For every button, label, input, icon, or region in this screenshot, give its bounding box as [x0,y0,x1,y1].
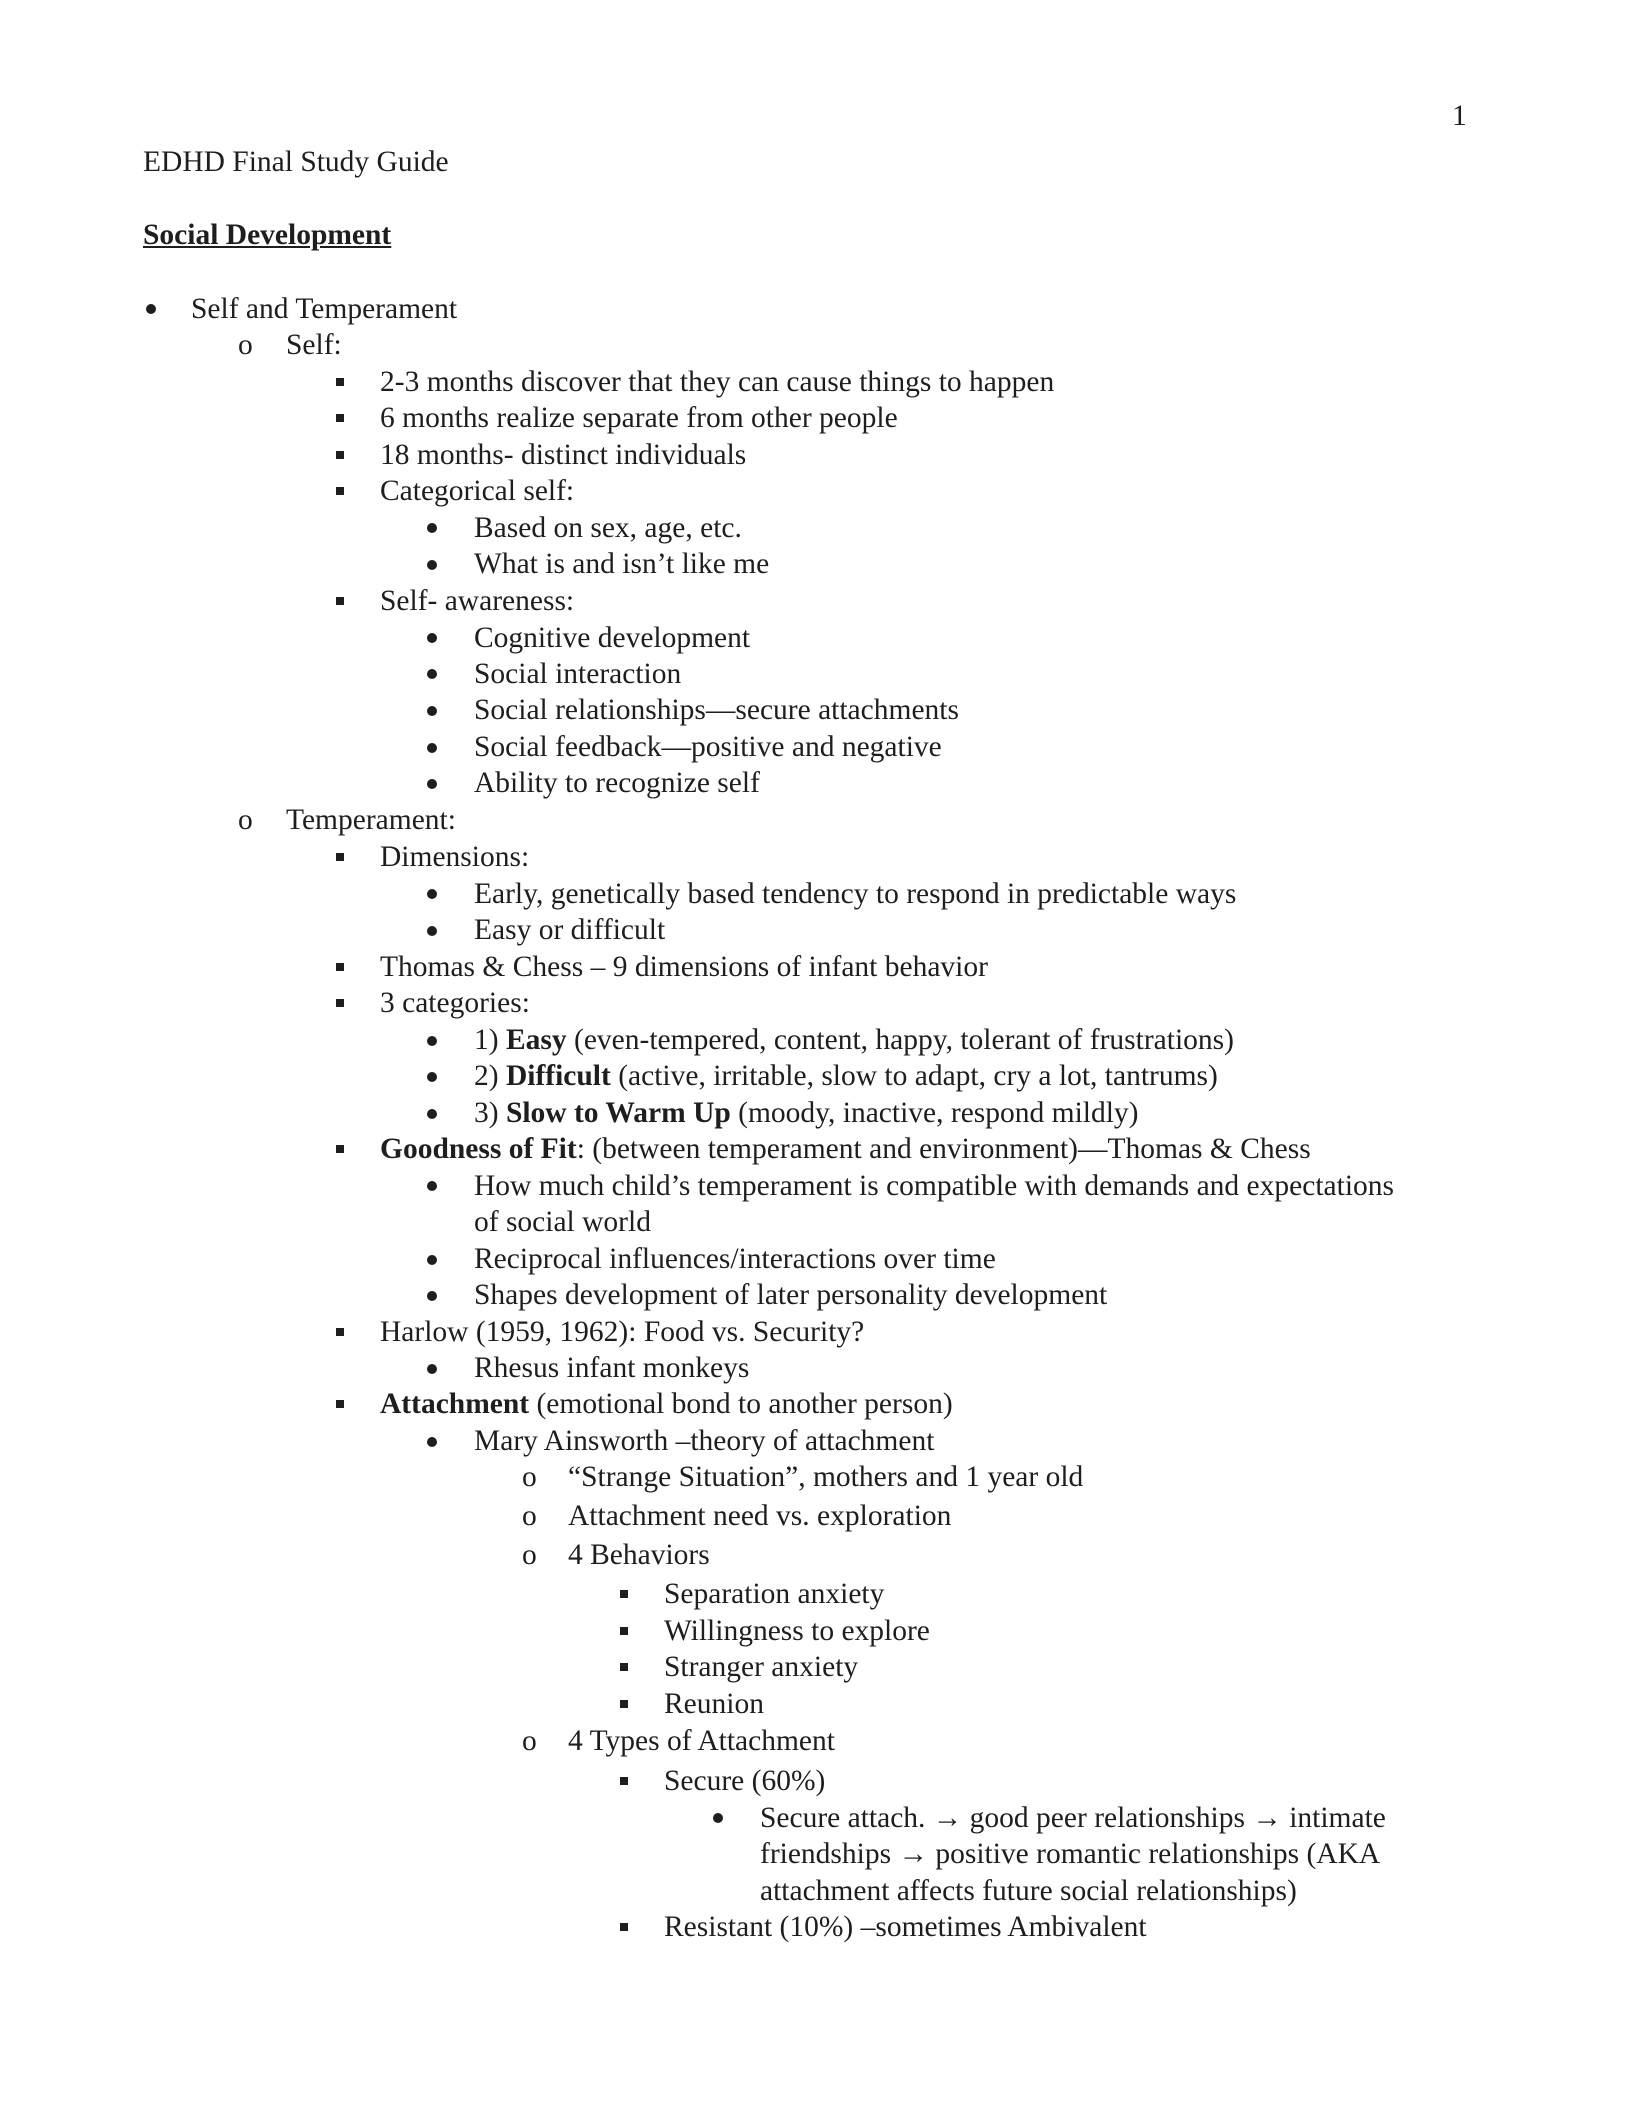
list-item: Categorical self: [380,475,575,507]
bullet-square [336,414,344,422]
bullet-disc [427,1072,437,1082]
list-item: Cognitive development [474,622,751,654]
list-item-easy [474,1022,1234,1058]
bullet-disc [427,1291,437,1301]
item-prefix: 1) [474,1024,506,1056]
list-item: Thomas & Chess – 9 dimensions of infant behavior [380,951,988,983]
bullet-square [336,1328,344,1336]
bullet-disc [427,633,437,643]
bullet-hollow: o [238,804,253,836]
bullet-square [336,999,344,1007]
bullet-hollow: o [238,329,253,361]
list-item: 4 Behaviors [568,1539,710,1571]
bullet-square [620,1627,628,1635]
list-item: Resistant (10%) –sometimes Ambivalent [664,1911,1147,1943]
item-description: : (between temperament and environment)—Thomas & Chess [576,1133,1311,1165]
list-item: What is and isn’t like me [474,548,770,580]
bullet-square [620,1590,628,1598]
list-item: Social interaction [474,658,682,690]
bullet-hollow: o [522,1539,537,1571]
bullet-square [336,378,344,386]
list-item: Secure attach. → good peer relationships → intimate [760,1802,1386,1834]
list-item: 2-3 months discover that they can cause things to happen [380,366,1055,398]
list-item: Reunion [664,1688,764,1720]
list-item: Dimensions: [380,841,530,873]
term-goodness-of-fit: Goodness of Fit [380,1133,577,1165]
bullet-square [620,1923,628,1931]
term-attachment: Attachment [380,1388,530,1420]
bullet-disc [427,889,437,899]
bullet-disc [427,560,437,570]
bullet-disc [427,1364,437,1374]
bullet-square [336,597,344,605]
bullet-square [620,1663,628,1671]
item-prefix: 3) [474,1097,506,1129]
bullet-square [336,451,344,459]
document-title: EDHD Final Study Guide [143,146,449,178]
bullet-hollow: o [522,1500,537,1532]
list-item: Based on sex, age, etc. [474,512,742,544]
bullet-disc [427,743,437,753]
item-prefix: 2) [474,1060,506,1092]
list-item: Shapes development of later personality development [474,1279,1108,1311]
list-item-difficult [474,1058,1218,1094]
list-item: Self- awareness: [380,585,575,617]
list-item-continuation: of social world [474,1206,651,1238]
list-item: Social feedback—positive and negative [474,731,942,763]
list-item: Ability to recognize self [474,767,760,799]
list-item: Social relationships—secure attachments [474,694,959,726]
list-item: 6 months realize separate from other people [380,402,898,434]
bullet-hollow: o [522,1461,537,1493]
bullet-disc [713,1813,723,1823]
bullet-disc [427,1255,437,1265]
list-item: Stranger anxiety [664,1651,859,1683]
category-difficult: Difficult [505,1060,611,1092]
list-item: Harlow (1959, 1962): Food vs. Security? [380,1316,865,1348]
bullet-disc [427,706,437,716]
list-item-continuation: friendships → positive romantic relationships (AKA [760,1838,1381,1870]
item-description: (emotional bond to another person) [529,1388,953,1420]
list-item: Early, genetically based tendency to respond in predictable ways [474,878,1237,910]
list-item: Self: [286,329,342,361]
bullet-disc [427,669,437,679]
bullet-square [336,963,344,971]
list-item: Mary Ainsworth –theory of attachment [474,1425,935,1457]
list-item: Separation anxiety [664,1578,885,1610]
bullet-square [336,853,344,861]
section-heading: Social Development [143,219,392,251]
bullet-disc [427,926,437,936]
list-item-goodness-of-fit [380,1131,1311,1167]
bullet-disc [427,1109,437,1119]
list-item-continuation: attachment affects future social relationships) [760,1875,1297,1907]
bullet-disc [427,1437,437,1447]
list-item: Attachment need vs. exploration [568,1500,952,1532]
item-description: (moody, inactive, respond mildly) [730,1097,1139,1129]
bullet-disc [146,304,156,314]
bullet-square [620,1700,628,1708]
list-item-attachment [380,1386,953,1422]
list-item: Rhesus infant monkeys [474,1352,750,1384]
list-item: 3 categories: [380,987,530,1019]
list-item: Willingness to explore [664,1615,930,1647]
bullet-hollow: o [522,1725,537,1757]
bullet-square [336,487,344,495]
list-item: Self and Temperament [191,293,458,325]
bullet-square [336,1400,344,1408]
category-easy: Easy [505,1024,567,1056]
bullet-disc [427,523,437,533]
item-description: (active, irritable, slow to adapt, cry a lot, tantrums) [610,1060,1218,1092]
bullet-disc [427,1181,437,1191]
bullet-disc [427,1036,437,1046]
list-item: 4 Types of Attachment [568,1725,835,1757]
page-number: 1 [1452,100,1467,132]
list-item: 18 months- distinct individuals [380,439,747,471]
category-slow-to-warm-up: Slow to Warm Up [505,1097,731,1129]
bullet-square [336,1145,344,1153]
list-item: Reciprocal influences/interactions over time [474,1243,996,1275]
list-item: Secure (60%) [664,1765,826,1797]
item-description: (even-tempered, content, happy, tolerant of frustrations) [566,1024,1234,1056]
list-item: “Strange Situation”, mothers and 1 year old [568,1461,1084,1493]
list-item: How much child’s temperament is compatible with demands and expectations [474,1170,1395,1202]
bullet-square [620,1777,628,1785]
list-item-slow-to-warm-up [474,1095,1139,1131]
list-item: Temperament: [286,804,456,836]
bullet-disc [427,779,437,789]
list-item: Easy or difficult [474,914,666,946]
